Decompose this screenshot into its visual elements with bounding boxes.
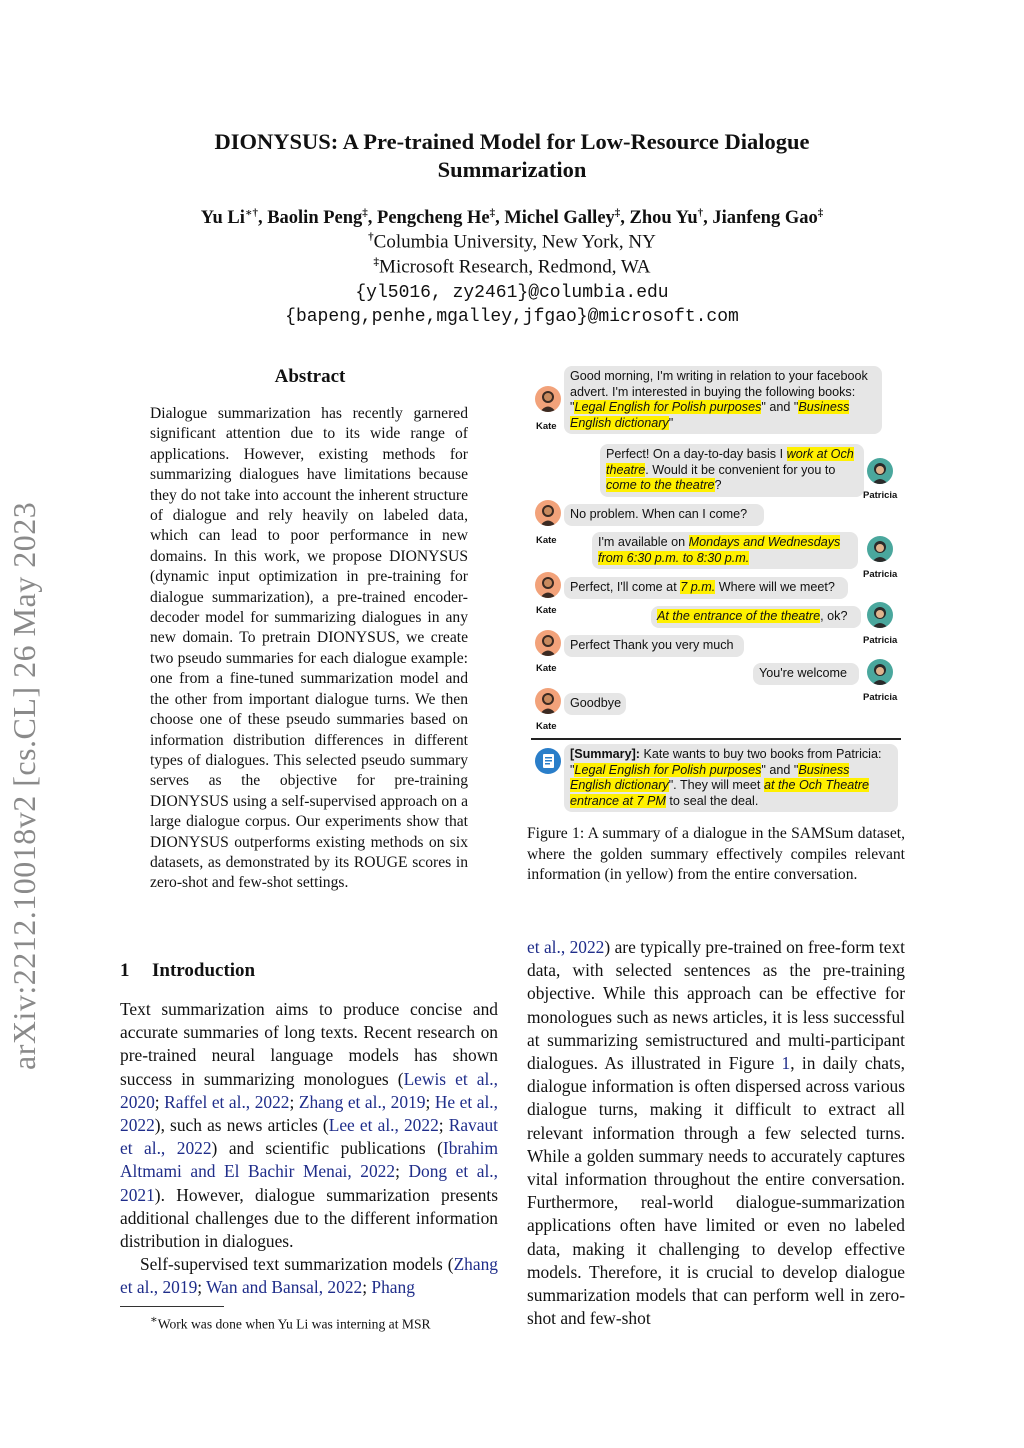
citation-link[interactable]: Ibrahim Altmami and El Bachir Menai, 2022 [120, 1138, 498, 1182]
author-name: , Michel Galley [495, 208, 615, 229]
intro-paragraph-2 [120, 1253, 498, 1299]
kate-message-3 [564, 577, 848, 599]
citation-link[interactable]: He et al., 2022 [120, 1091, 498, 1136]
body-text: ; [362, 1277, 372, 1298]
footnote-mark: ∗ [150, 1314, 158, 1326]
author-name: , Zhou Yu [620, 208, 698, 229]
highlight: Business English dictionary [570, 400, 850, 430]
section-number: 1 [120, 960, 130, 981]
highlight: at the Och Theatre entrance at 7 PM [570, 778, 869, 808]
author-list [120, 206, 904, 229]
footnote-rule [120, 1306, 224, 1307]
introduction-body [120, 998, 498, 1300]
message-text: Where will we meet? [715, 580, 835, 594]
citation-link[interactable]: et al., 2022 [527, 937, 605, 957]
citation-link[interactable]: Wan and Bansal, 2022 [206, 1277, 363, 1298]
abstract-body: Dialogue summarization has recently garnered significant attention due to its wide range of applications. However, existing methods for summarizing dialogues have limitations because they do not take into account the inherent structure of dialogue and rely heavily on labeled data, which can lead to poor performance in new domains. In this work, we propose DIONYSUS (dynamic input optimization in pre-training for dialogue summarization), a pre-trained encoder-decoder model for summarizing dialogues in any new domain. To pretrain DIONYSUS, we create two pseudo summaries for each dialogue example: one from a fine-tuned summarization model and the other from important dialogue turns. We then choose one of these pseudo summaries based on information distribution differences in different types of dialogues. This selected pseudo summary serves as the objective for pre-training DIONYSUS using a self-supervised approach on a large dialogue corpus. Our experiments show that DIONYSUS outperforms existing methods on six datasets, as demonstrated by its ROUGE scores in zero-shot and few-shot settings. [150, 405, 468, 892]
patricia-message-2 [592, 532, 858, 569]
summary-bubble [564, 744, 898, 812]
citation-link[interactable]: Raffel et al., 2022 [164, 1091, 290, 1112]
citation-link[interactable]: Dong et al., 2021 [120, 1161, 498, 1205]
patricia-avatar-icon [867, 536, 893, 562]
affiliation-mark: † [368, 231, 374, 243]
highlight: 7 p.m. [680, 580, 716, 594]
message-text: " and " [761, 400, 799, 415]
paper-title [120, 128, 904, 184]
patricia-name: Patricia [863, 569, 898, 580]
highlight: come to the theatre [606, 478, 715, 493]
patricia-avatar-icon [867, 458, 893, 484]
author-mark: ‡ [614, 207, 621, 219]
body-text: ) are typically pre-trained on free-form text data, with selected sentences as the pre-training objective. While this approach can be effective for monologues such as news articles, it is less successful at summarizing semistructured and multi-participant dialogues. As illustrated in Figure [527, 937, 905, 1074]
patricia-name: Patricia [863, 692, 898, 703]
patricia-message-3 [651, 606, 861, 628]
intro-paragraph-1 [120, 998, 498, 1253]
kate-name: Kate [536, 663, 557, 674]
arxiv-identifier: arXiv:2212.10018v2 [cs.CL] 26 May 2023 [6, 501, 42, 1070]
abstract-heading: Abstract [274, 366, 346, 387]
kate-name: Kate [536, 535, 557, 546]
figure-caption: Figure 1: A summary of a dialogue in the SAMSum dataset, where the golden summary effectively compiles relevant information (in yellow) from the entire conversation. [527, 825, 905, 883]
patricia-message-1 [600, 444, 864, 497]
body-text: Text summarization aims to produce concise and accurate summaries of long texts. Recent research on pre-trained neural language models has shown success in summarizing monologues ( [120, 999, 498, 1089]
citation-link[interactable]: Ravaut et al., 2022 [120, 1115, 498, 1159]
citation-link[interactable]: Zhang et al., 2019 [298, 1091, 426, 1112]
body-text: Self-supervised text summarization models ( [140, 1254, 454, 1275]
footnote [150, 1312, 431, 1333]
author-name: Yu Li [200, 208, 245, 229]
kate-name: Kate [536, 421, 557, 432]
affiliation-columbia [120, 231, 904, 253]
patricia-avatar-icon [867, 602, 893, 628]
kate-avatar-icon [535, 572, 561, 598]
highlight: At the entrance of the theatre [657, 609, 821, 623]
affiliation-text: Columbia University, New York, NY [373, 231, 656, 253]
author-mark: ‡ [817, 207, 824, 219]
kate-avatar-icon [535, 688, 561, 714]
body-text: ; [289, 1091, 299, 1112]
section-heading-introduction [120, 960, 255, 982]
summary-text: Kate wants to buy two books from Patricia: " [570, 747, 882, 777]
kate-name: Kate [536, 721, 557, 732]
citation-link[interactable]: Lee et al., 2022 [328, 1115, 439, 1136]
message-text: Perfect! On a day-to-day basis I [606, 447, 787, 461]
kate-avatar-icon [535, 630, 561, 656]
title-line-2: Summarization [437, 157, 587, 182]
author-mark: † [697, 207, 704, 219]
kate-name: Kate [536, 605, 557, 616]
footnote-text: Work was done when Yu Li was interning at MSR [157, 1316, 431, 1332]
citation-link[interactable]: Lewis et al., 2020 [120, 1068, 498, 1112]
email-microsoft: {bapeng,penhe,mgalley,jfgao}@microsoft.com [285, 307, 739, 327]
patricia-name: Patricia [863, 490, 898, 501]
highlight: work at Och theatre [606, 447, 854, 477]
affiliation-text: Microsoft Research, Redmond, WA [379, 256, 651, 278]
summary-document-icon [535, 748, 561, 774]
title-line-1: DIONYSUS: A Pre-trained Model for Low-Resource Dialogue [214, 129, 810, 154]
highlight: Mondays and Wednesdays from 6:30 p.m. to 8:30 p.m. [598, 535, 841, 565]
highlight: Legal English for Polish purposes [574, 400, 762, 415]
body-text: ), such as news articles ( [154, 1115, 329, 1136]
patricia-avatar-icon [867, 659, 893, 685]
summary-text: to seal the deal. [665, 793, 759, 808]
patricia-name: Patricia [863, 635, 898, 646]
kate-message-5: Goodbye [564, 693, 626, 715]
summary-divider [531, 738, 901, 740]
message-text: , ok? [820, 609, 848, 623]
message-text: ? [714, 478, 722, 493]
figure-reference-link[interactable]: 1 [781, 1053, 791, 1074]
summary-text: " and " [761, 762, 799, 777]
citation-link[interactable]: Zhang et al., 2019 [120, 1254, 498, 1298]
kate-message-4: Perfect Thank you very much [564, 635, 744, 657]
kate-avatar-icon [535, 386, 561, 412]
figure-dialogue-example [527, 360, 905, 810]
message-text: Good morning, I'm writing in relation to your facebook advert. I'm interested in buying the following books: " [570, 369, 868, 415]
message-text: " [668, 415, 674, 430]
section-title: Introduction [152, 960, 256, 981]
summary-text: ". They will meet [668, 778, 764, 793]
author-name: , Jianfeng Gao [703, 208, 818, 229]
author-mark: ‡ [362, 207, 368, 219]
message-text: . Would it be convenient for you to [645, 462, 836, 477]
highlight: Legal English for Polish purposes [574, 762, 762, 777]
message-text: I'm available on [598, 535, 689, 549]
kate-avatar-icon [535, 500, 561, 526]
highlight: Business English dictionary [570, 762, 850, 793]
body-text: ) and scientific publications ( [211, 1138, 443, 1159]
affiliation-mark: ‡ [373, 256, 380, 268]
body-text: ; [425, 1091, 435, 1112]
email-columbia: {yl5016, zy2461}@columbia.edu [355, 283, 669, 303]
body-text: ). However, dialogue summarization presents additional challenges due to the different information distribution in dialogues. [120, 1184, 498, 1252]
message-text: Perfect, I'll come at [570, 580, 681, 594]
right-column-body [527, 936, 905, 1330]
body-text: ; [154, 1091, 165, 1112]
body-text: , in daily chats, dialogue information is often dispersed across various dialogue turns, making it difficult to extract all relevant information through a few selected turns. While a golden summary needs to accurately captures vital information throughout the entire conversation. Furthermore, real-world dialogue-summarization applications often have limited or even no labeled data, making it challenging to develop effective models. Therefore, it is crucial to develop dialogue summarization models that can perform well in zero-shot and few-shot [527, 1053, 905, 1329]
body-text: ; [197, 1277, 207, 1298]
author-mark: ‡ [489, 207, 496, 219]
body-text: ; [438, 1115, 449, 1136]
body-text: ; [395, 1161, 409, 1182]
kate-message-2: No problem. When can I come? [564, 504, 764, 526]
patricia-message-4: You're welcome [753, 663, 859, 685]
affiliation-microsoft [120, 256, 904, 278]
kate-message-1 [564, 366, 882, 434]
author-mark: ∗† [244, 207, 258, 219]
summary-label: [Summary]: [570, 747, 640, 761]
author-name: , Baolin Peng [257, 208, 363, 229]
citation-link[interactable]: Phang [371, 1277, 415, 1298]
author-name: , Pengcheng He [367, 208, 490, 229]
